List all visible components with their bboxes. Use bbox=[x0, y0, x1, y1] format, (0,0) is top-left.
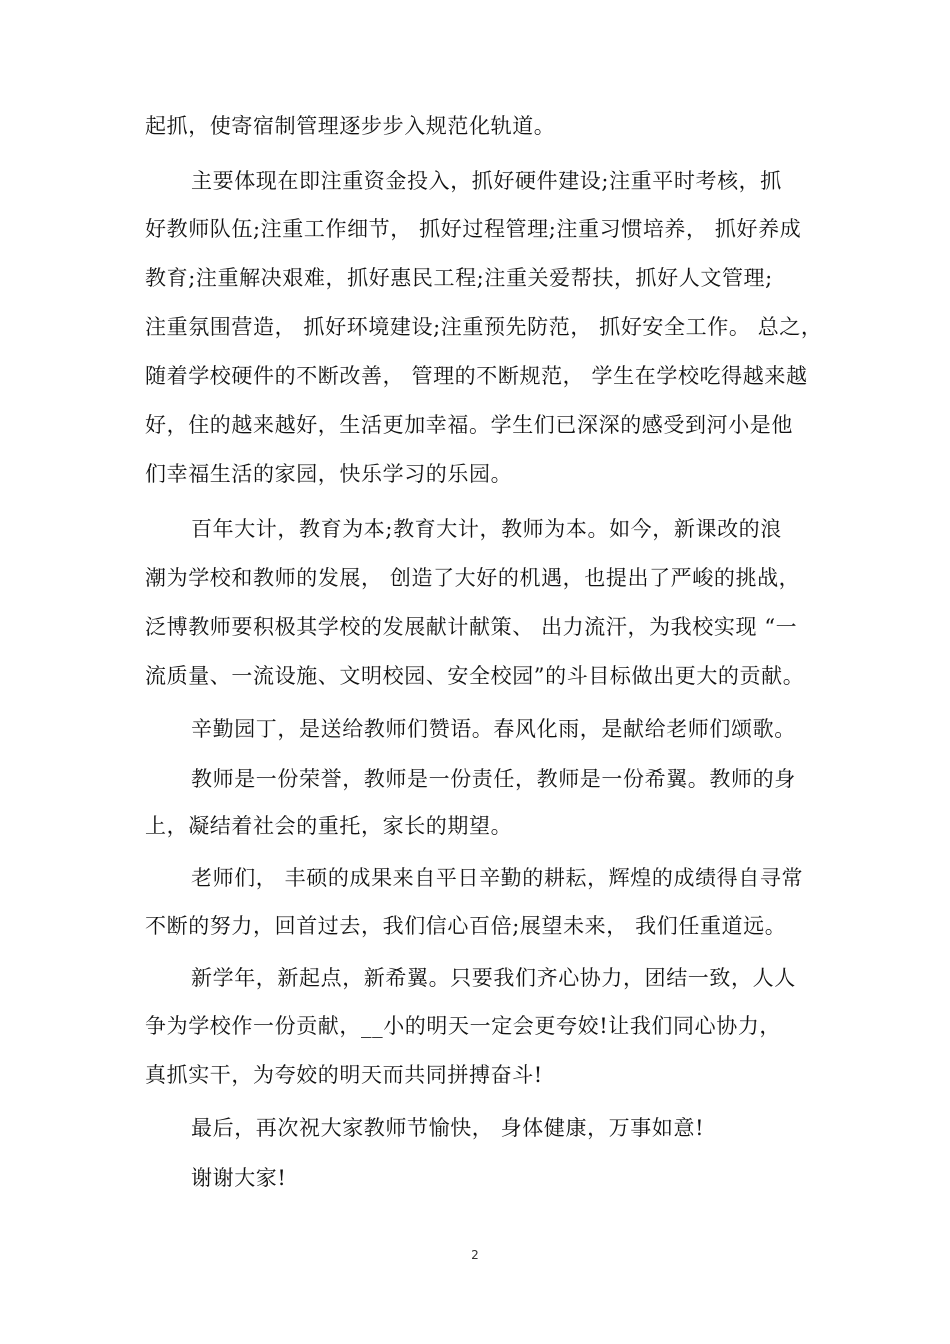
text-line-3: 好教师队伍;注重工作细节， 抓好过程管理;注重习惯培养， 抓好养成 bbox=[145, 217, 802, 241]
page-number: 2 bbox=[471, 1248, 479, 1262]
text-line-22: 谢谢大家! bbox=[191, 1166, 287, 1190]
text-line-14: 教师是一份荣誉，教师是一份责任，教师是一份希翼。教师的身 bbox=[191, 767, 796, 791]
text-line-11: 泛博教师要积极其学校的发展献计献策、 出力流汗，为我校实现 “一 bbox=[145, 615, 798, 639]
text-line-4: 教育;注重解决艰难，抓好惠民工程;注重关爱帮扶，抓好人文管理; bbox=[145, 266, 773, 290]
text-line-8: 们幸福生活的家园，快乐学习的乐园。 bbox=[145, 462, 513, 486]
text-line-2: 主要体现在即注重资金投入，抓好硬件建设;注重平时考核，抓 bbox=[191, 169, 782, 193]
text-line-18: 新学年，新起点，新希翼。只要我们齐心协力，团结一致，人人 bbox=[191, 966, 796, 990]
text-line-12: 流质量、一流设施、文明校园、安全校园”的斗目标做出更大的贡献。 bbox=[145, 664, 805, 688]
text-line-6: 随着学校硬件的不断改善， 管理的不断规范， 学生在学校吃得越来越 bbox=[145, 364, 808, 388]
text-line-17: 不断的努力，回首过去，我们信心百倍;展望未来， 我们任重道远。 bbox=[145, 914, 787, 938]
text-line-10: 潮为学校和教师的发展， 创造了大好的机遇，也提出了严峻的挑战， bbox=[145, 566, 801, 590]
text-line-19: 争为学校作一份贡献，__小的明天一定会更夸姣!让我们同心协力， bbox=[145, 1014, 782, 1038]
text-line-21: 最后，再次祝大家教师节愉快， 身体健康，万事如意! bbox=[191, 1116, 705, 1140]
text-line-20: 真抓实干，为夸姣的明天而共同拼搏奋斗! bbox=[145, 1063, 543, 1087]
text-line-1: 起抓，使寄宿制管理逐步步入规范化轨道。 bbox=[145, 114, 556, 138]
text-line-13: 辛勤园丁，是送给教师们赞语。春风化雨，是献给老师们颂歌。 bbox=[191, 717, 796, 741]
text-line-15: 上，凝结着社会的重托，家长的期望。 bbox=[145, 814, 513, 838]
text-line-9: 百年大计，教育为本;教育大计，教师为本。如今，新课改的浪 bbox=[191, 517, 782, 541]
text-line-16: 老师们， 丰硕的成果来自平日辛勤的耕耘，辉煌的成绩得自寻常 bbox=[191, 866, 804, 890]
text-line-5: 注重氛围营造， 抓好环境建设;注重预先防范， 抓好安全工作。 总之， bbox=[145, 315, 823, 339]
text-line-7: 好，住的越来越好，生活更加幸福。学生们已深深的感受到河小是他 bbox=[145, 413, 793, 437]
